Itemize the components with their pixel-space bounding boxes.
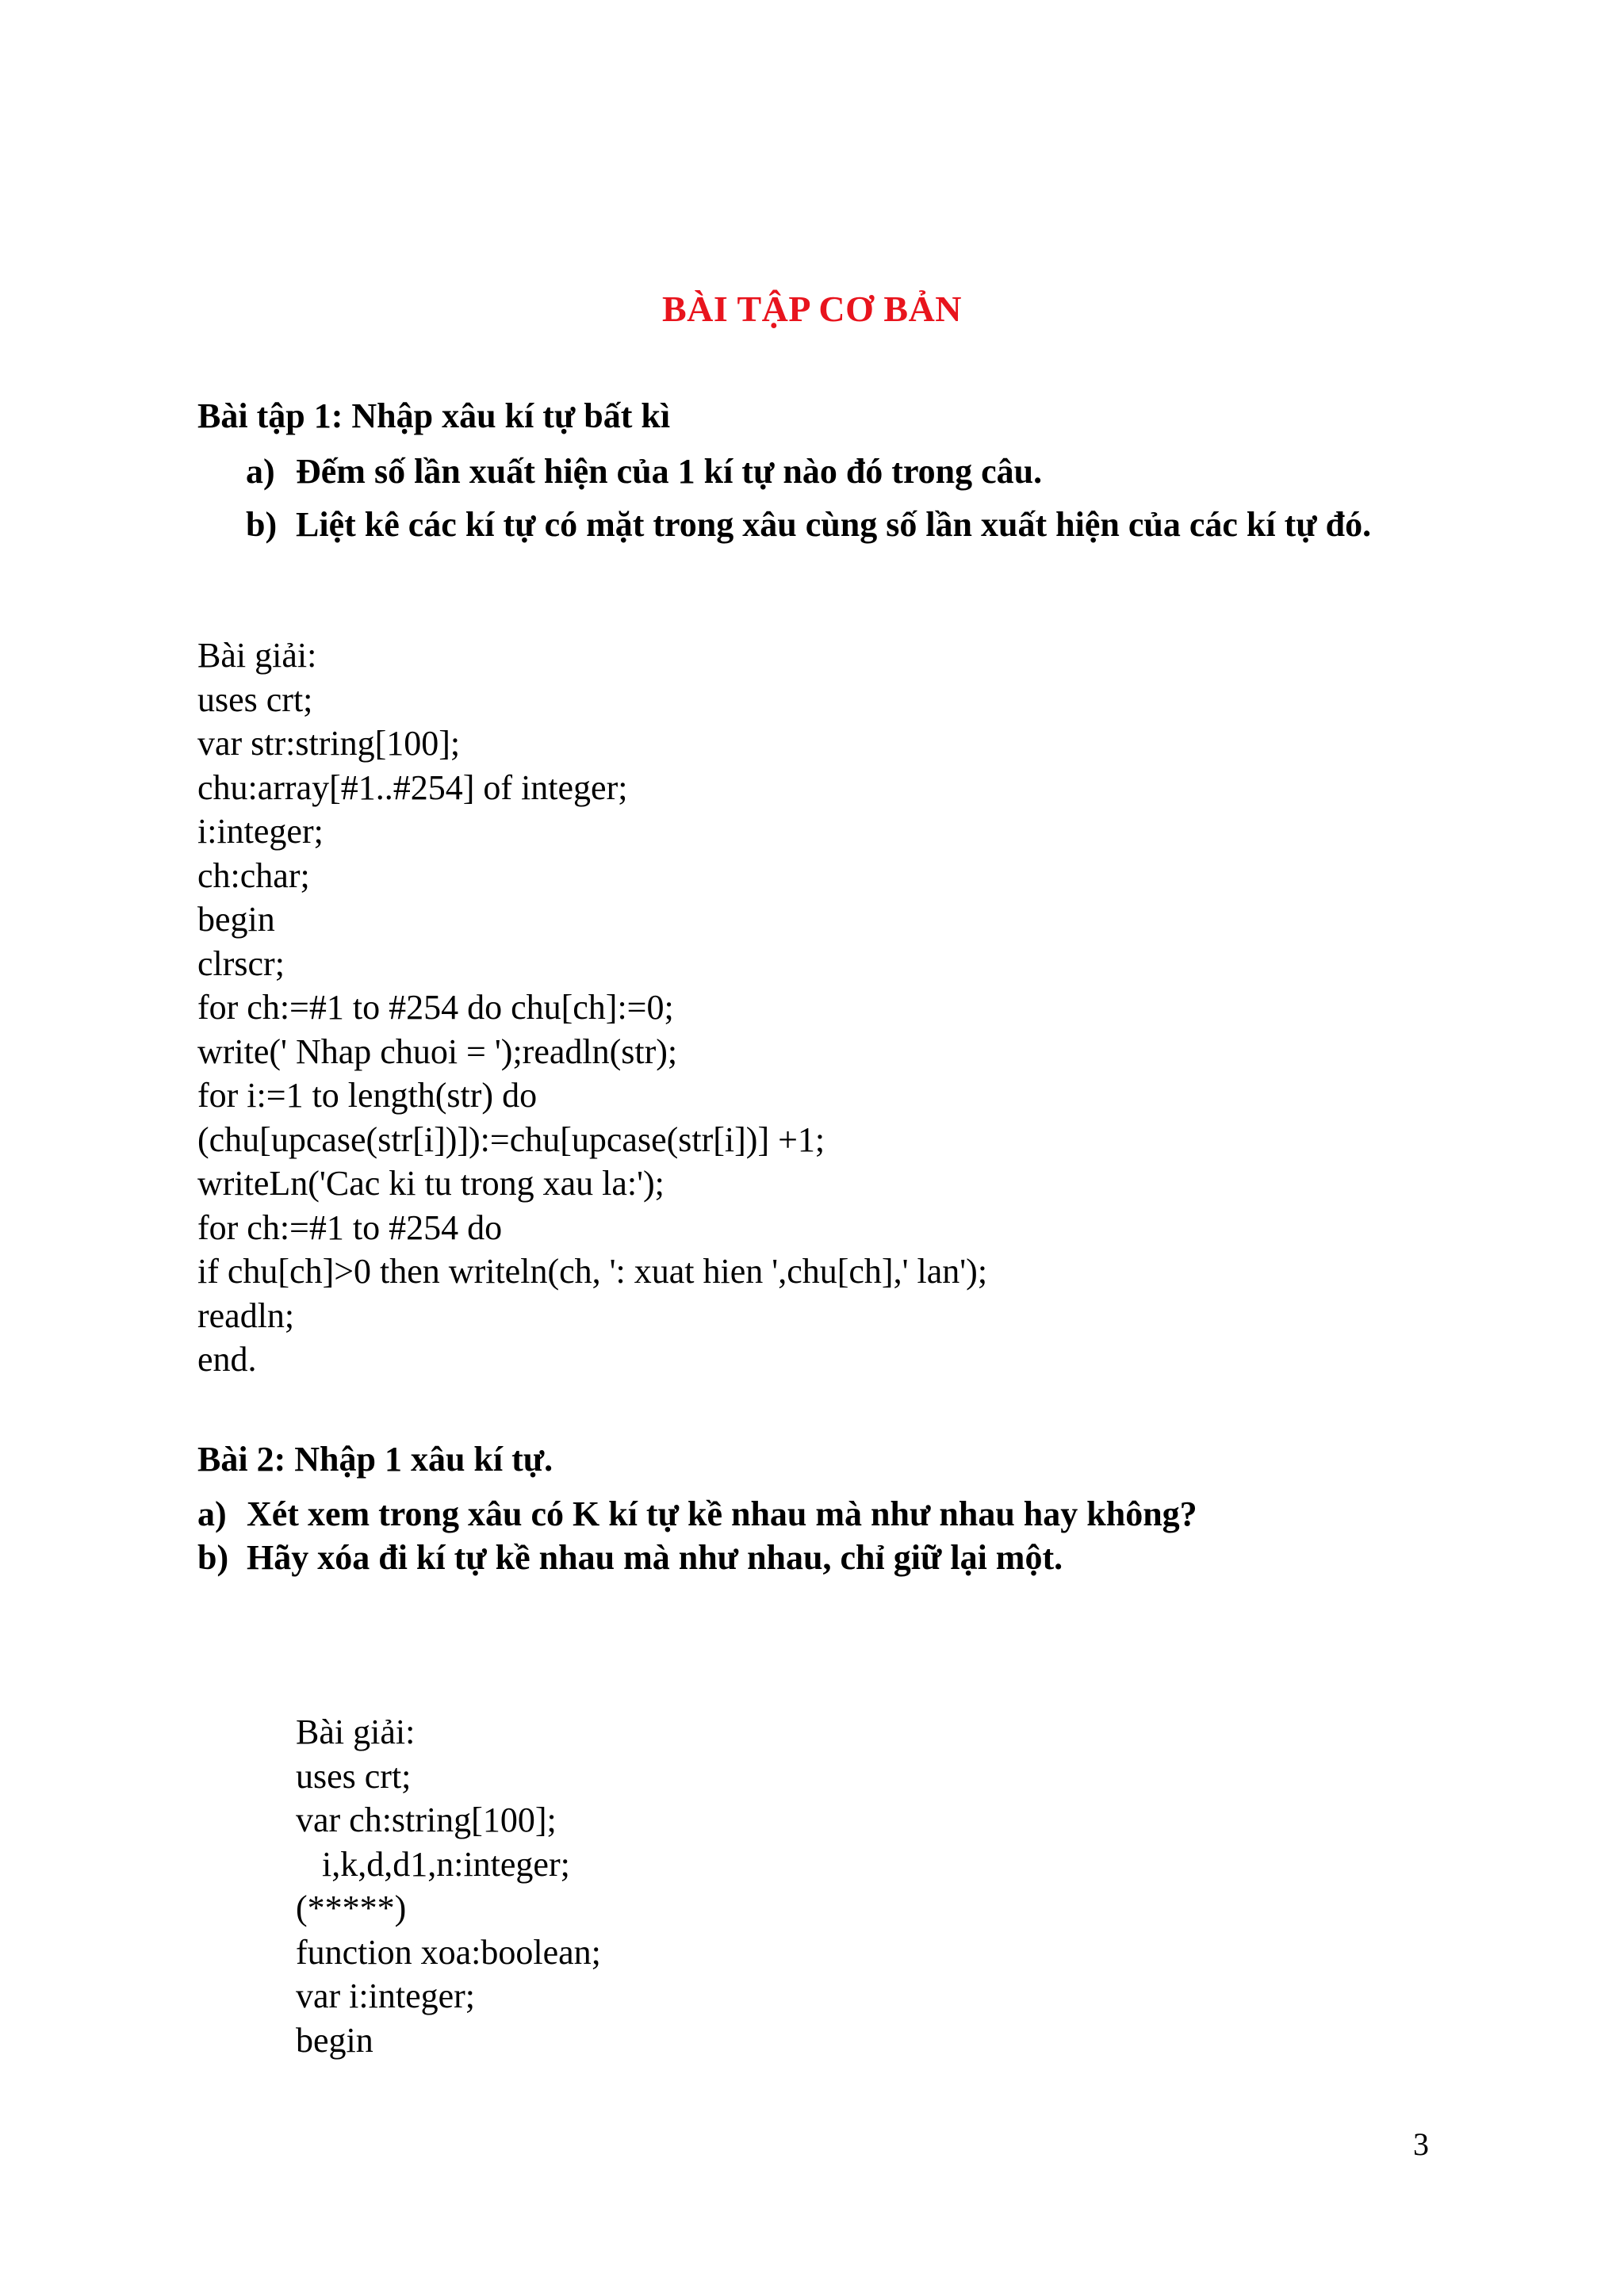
exercise-2-task-b [197, 1536, 1466, 1580]
code-line: Bài giải: [296, 1712, 416, 1751]
page-number: 3 [1413, 2126, 1429, 2162]
task-marker: b) [246, 505, 278, 544]
code-line: for ch:=#1 to #254 do [197, 1207, 503, 1247]
code-line: Bài giải: [197, 636, 317, 675]
code-line: chu:array[#1..#254] of integer; [197, 767, 628, 807]
code-line: writeLn('Cac ki tu trong xau la:'); [197, 1164, 665, 1203]
code-line: if chu[ch]>0 then writeln(ch, ': xuat hien ',chu[ch],' lan'); [197, 1252, 988, 1291]
code-line: i,k,d,d1,n:integer; [296, 1844, 570, 1884]
code-line: readln; [197, 1295, 295, 1335]
task-marker: a) [246, 452, 275, 491]
task-text: Hãy xóa đi kí tự kề nhau mà như nhau, chỉ giữ lại một. [247, 1538, 1063, 1577]
code-line: var str:string[100]; [197, 724, 461, 763]
code-line: for i:=1 to length(str) do [197, 1076, 538, 1115]
exercise-2-heading: Bài 2: Nhập 1 xâu kí tự. [197, 1440, 553, 1479]
code-line: i:integer; [197, 812, 324, 851]
task-text: Liệt kê các kí tự có mặt trong xâu cùng số lần xuất hiện của các kí tự đó. [296, 505, 1372, 544]
page-title: BÀI TẬP CƠ BẢN [661, 289, 963, 329]
exercise-1-heading: Bài tập 1: Nhập xâu kí tự bất kì [197, 396, 671, 435]
code-line: write(' Nhap chuoi = ');readln(str); [197, 1031, 678, 1071]
code-line: for ch:=#1 to #254 do chu[ch]:=0; [197, 988, 674, 1027]
code-line: uses crt; [197, 679, 313, 719]
code-line: clrscr; [197, 943, 285, 983]
exercise-1-task-b [246, 503, 1427, 547]
exercise-1-solution-code [197, 633, 987, 1382]
code-line: ch:char; [197, 855, 310, 895]
task-marker: a) [197, 1494, 227, 1533]
code-line: var i:integer; [296, 1976, 476, 2015]
code-line: (chu[upcase(str[i])]):=chu[upcase(str[i])] +1; [197, 1119, 825, 1159]
exercise-1-task-a [246, 450, 1435, 494]
code-line: end. [197, 1340, 257, 1379]
code-line: begin [296, 2020, 373, 2060]
exercise-2-solution-code [296, 1710, 601, 2062]
code-line: (*****) [296, 1888, 407, 1927]
task-text: Đếm số lần xuất hiện của 1 kí tự nào đó trong câu. [296, 452, 1043, 491]
task-marker: b) [197, 1538, 229, 1577]
task-text: Xét xem trong xâu có K kí tự kề nhau mà như nhau hay không? [247, 1494, 1197, 1533]
code-line: function xoa:boolean; [296, 1932, 601, 1972]
code-line: uses crt; [296, 1756, 412, 1796]
code-line: var ch:string[100]; [296, 1800, 557, 1839]
exercise-2-task-a [197, 1492, 1466, 1536]
code-line: begin [197, 900, 275, 939]
